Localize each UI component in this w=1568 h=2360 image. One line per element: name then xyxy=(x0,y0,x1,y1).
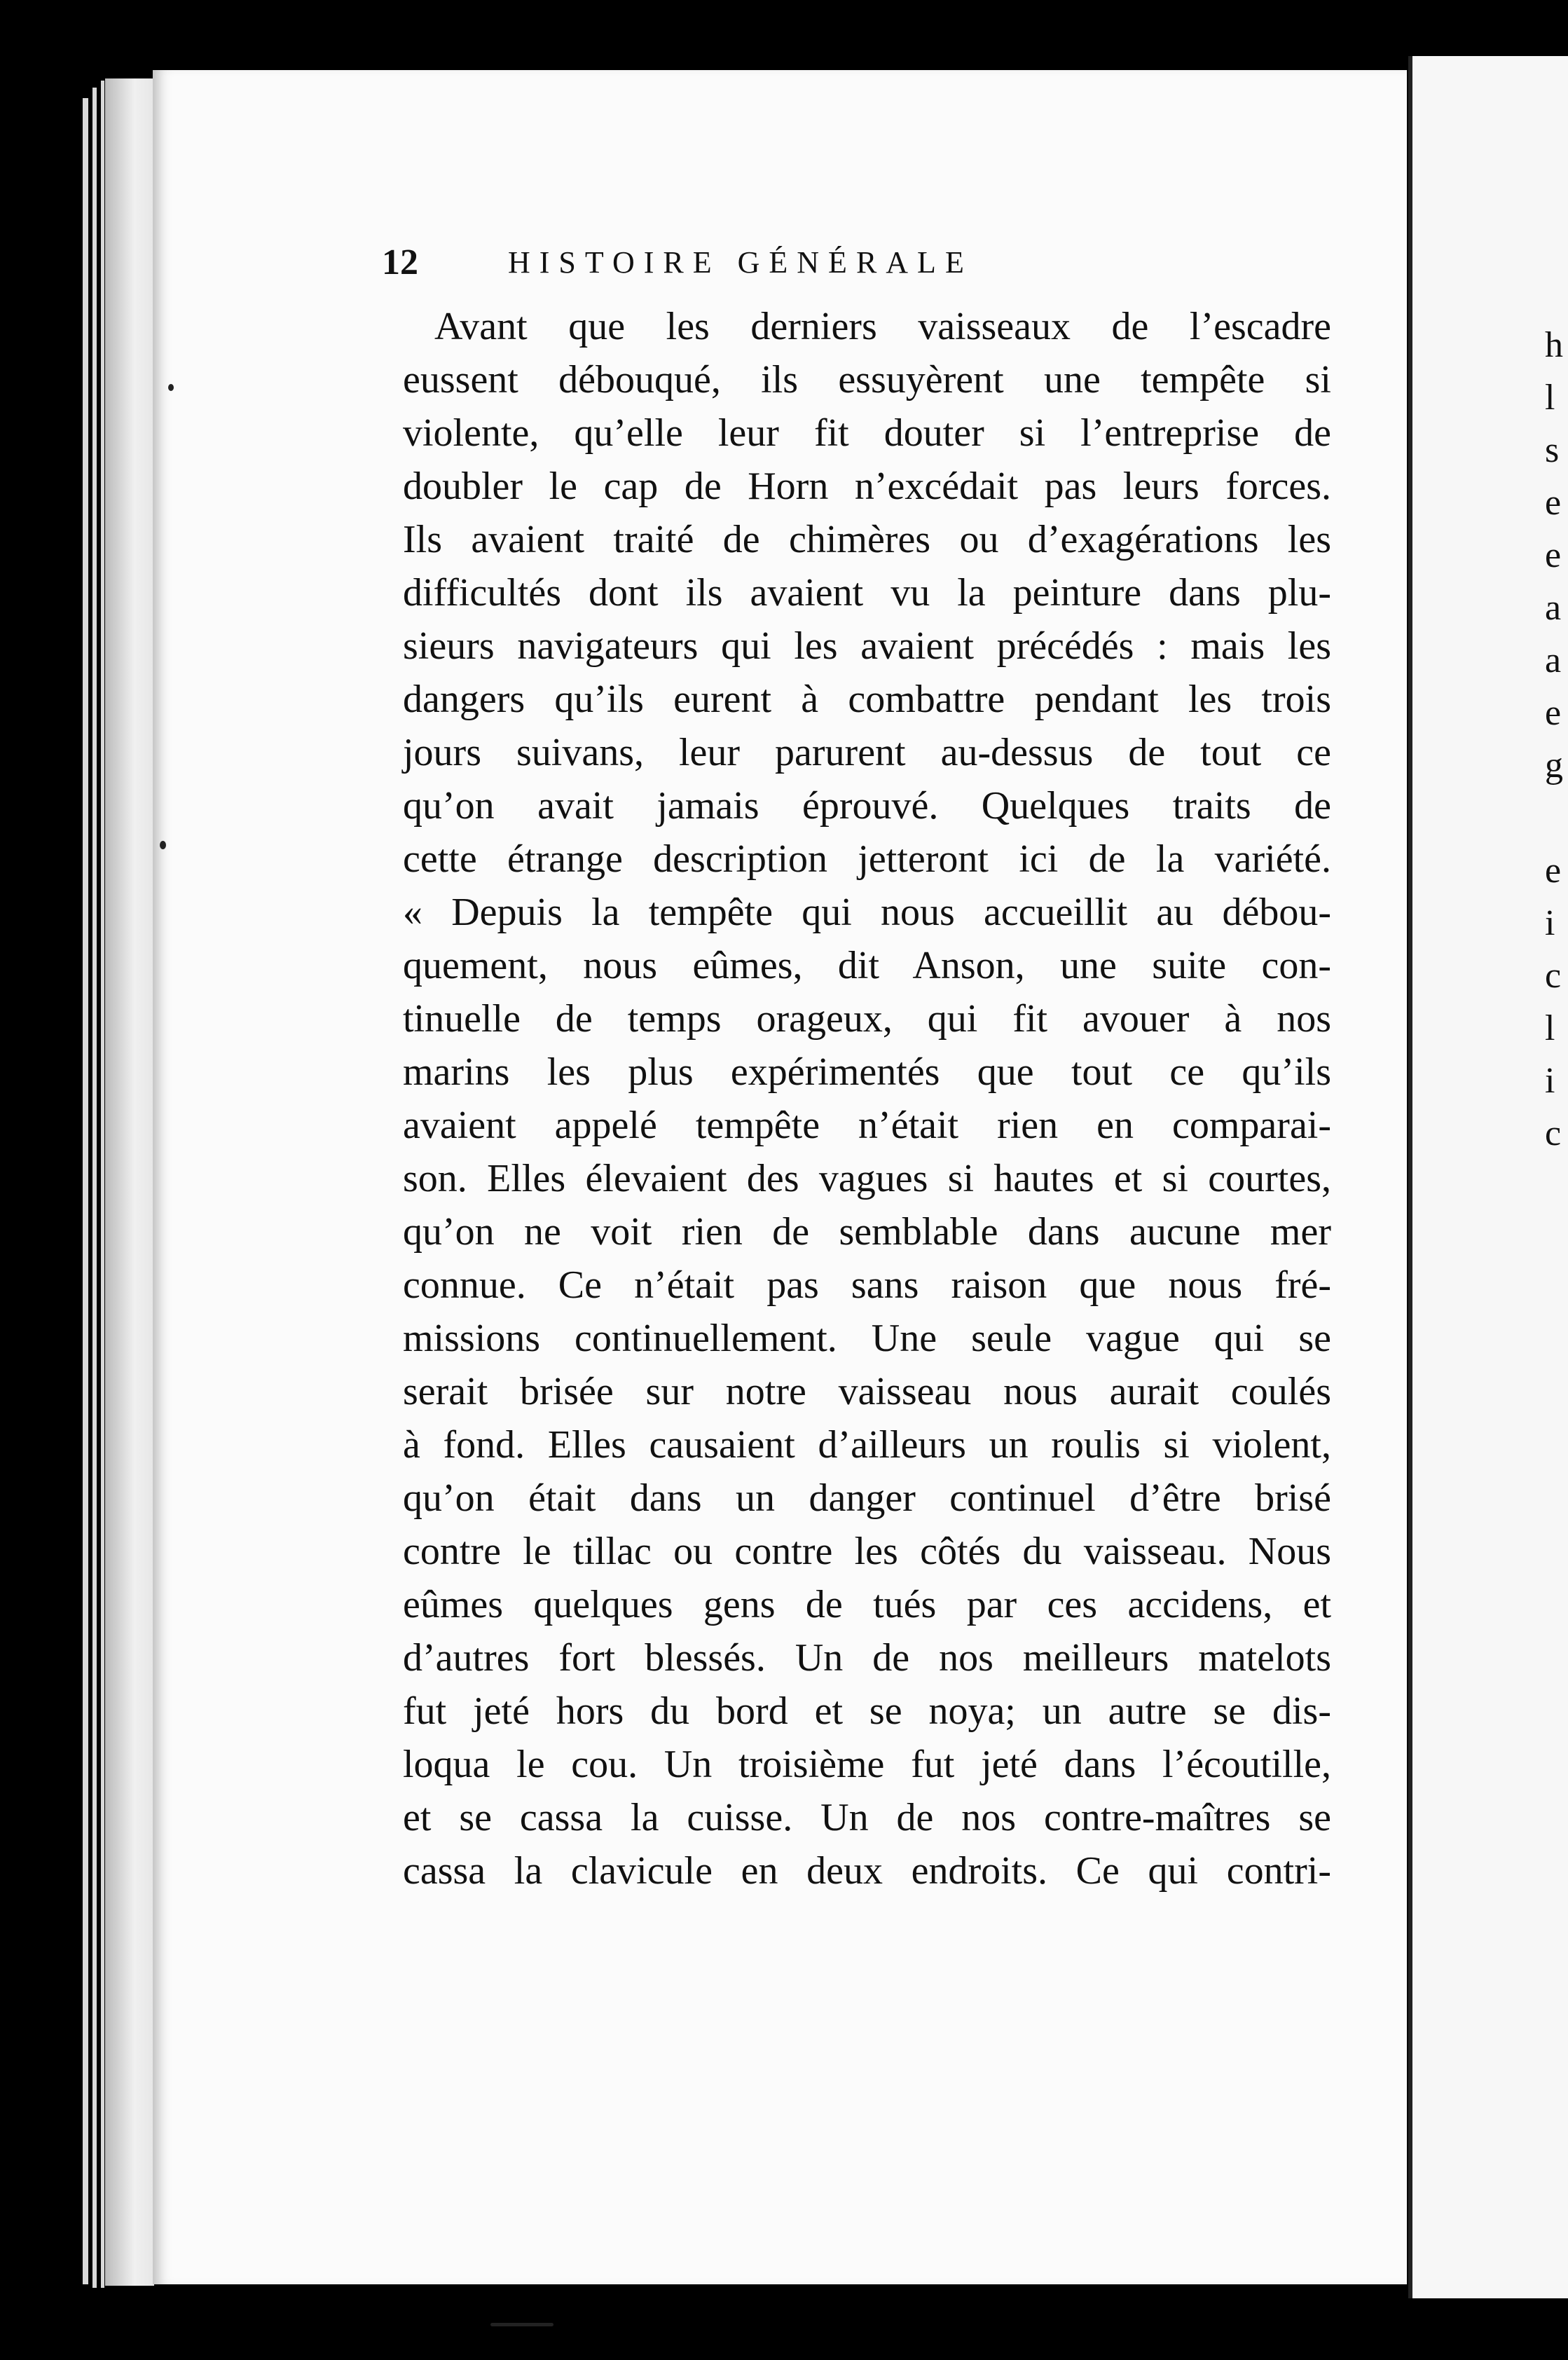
text-line: connue. Ce n’était pas sans raison que nous fré- xyxy=(403,1263,1331,1307)
right-page-letter: c xyxy=(1545,1113,1562,1153)
right-page-letters xyxy=(1545,319,1568,1160)
text-line: sieurs navigateurs qui les avaient précédés : mais les xyxy=(403,624,1331,668)
text-line: et se cassa la cuisse. Un de nos contre-maîtres se xyxy=(403,1796,1331,1839)
text-line: qu’on ne voit rien de semblable dans aucune mer xyxy=(403,1210,1331,1254)
right-page-letter: s xyxy=(1545,430,1560,470)
right-page-edge xyxy=(1408,56,1568,2298)
ink-speck xyxy=(168,384,174,391)
text-line: Avant que les derniers vaisseaux de l’escadre xyxy=(434,305,1331,348)
right-page-letter: a xyxy=(1545,588,1562,628)
text-line: à fond. Elles causaient d’ailleurs un roulis si violent, xyxy=(403,1423,1331,1467)
running-head xyxy=(382,242,1096,291)
text-line: loqua le cou. Un troisième fut jeté dans l’écoutille, xyxy=(403,1743,1331,1786)
text-line: violente, qu’elle leur fit douter si l’entreprise de xyxy=(403,411,1331,455)
right-page-letter: h xyxy=(1545,325,1563,365)
right-page-letter: l xyxy=(1545,1008,1555,1048)
body-text xyxy=(403,300,1331,1898)
text-line: eûmes quelques gens de tués par ces accidens, et xyxy=(403,1583,1331,1626)
text-line: avaient appelé tempête n’était rien en comparai- xyxy=(403,1104,1331,1147)
text-line: qu’on était dans un danger continuel d’être brisé xyxy=(403,1476,1331,1520)
text-line: Ils avaient traité de chimères ou d’exagérations les xyxy=(403,518,1331,561)
text-line: fut jeté hors du bord et se noya; un autre se dis- xyxy=(403,1689,1331,1733)
page-edge xyxy=(83,98,88,2284)
page-number: 12 xyxy=(382,242,418,282)
page-gutter-shadow xyxy=(105,78,154,2286)
right-page-letter: i xyxy=(1545,903,1555,943)
right-page-letter: e xyxy=(1545,693,1562,733)
right-page-letter: e xyxy=(1545,483,1562,523)
right-page-letter: e xyxy=(1545,535,1562,575)
text-line: qu’on avait jamais éprouvé. Quelques traits de xyxy=(403,784,1331,828)
text-line: missions continuellement. Une seule vague qui se xyxy=(403,1317,1331,1360)
text-line: difficultés dont ils avaient vu la peinture dans plu- xyxy=(403,571,1331,615)
page-edge xyxy=(92,88,97,2288)
text-line: son. Elles élevaient des vagues si hautes et si courtes, xyxy=(403,1157,1331,1200)
text-line: jours suivans, leur parurent au-dessus de tout ce xyxy=(403,731,1331,774)
text-line: marins les plus expérimentés que tout ce qu’ils xyxy=(403,1050,1331,1094)
right-page-letter: a xyxy=(1545,640,1562,680)
right-page-letter: c xyxy=(1545,956,1562,996)
text-line: doubler le cap de Horn n’excédait pas leurs forces. xyxy=(403,465,1331,508)
text-line: contre le tillac ou contre les côtés du vaisseau. Nous xyxy=(403,1530,1331,1573)
right-page-letter: i xyxy=(1545,1061,1555,1101)
ink-speck xyxy=(490,2323,553,2326)
text-line: eussent débouqué, ils essuyèrent une tempête si xyxy=(403,358,1331,402)
right-page-letter: g xyxy=(1545,746,1563,785)
page-edge xyxy=(101,81,104,2288)
text-line: d’autres fort blessés. Un de nos meilleurs matelots xyxy=(403,1636,1331,1680)
running-title: HISTOIRE GÉNÉRALE xyxy=(508,245,973,280)
text-line: quement, nous eûmes, dit Anson, une suite con- xyxy=(403,944,1331,987)
text-line: serait brisée sur notre vaisseau nous aurait coulés xyxy=(403,1370,1331,1413)
right-page-letter: e xyxy=(1545,851,1562,891)
text-line: tinuelle de temps orageux, qui fit avouer à nos xyxy=(403,997,1331,1041)
text-line: « Depuis la tempête qui nous accueillit au débou- xyxy=(403,891,1331,934)
text-line: cette étrange description jetteront ici de la variété. xyxy=(403,837,1331,881)
text-line: dangers qu’ils eurent à combattre pendant les trois xyxy=(403,678,1331,721)
right-page-letter: l xyxy=(1545,378,1555,418)
right-page-letter xyxy=(1545,792,1568,844)
text-line: cassa la clavicule en deux endroits. Ce qui contri- xyxy=(403,1849,1331,1893)
ink-speck xyxy=(160,841,166,849)
